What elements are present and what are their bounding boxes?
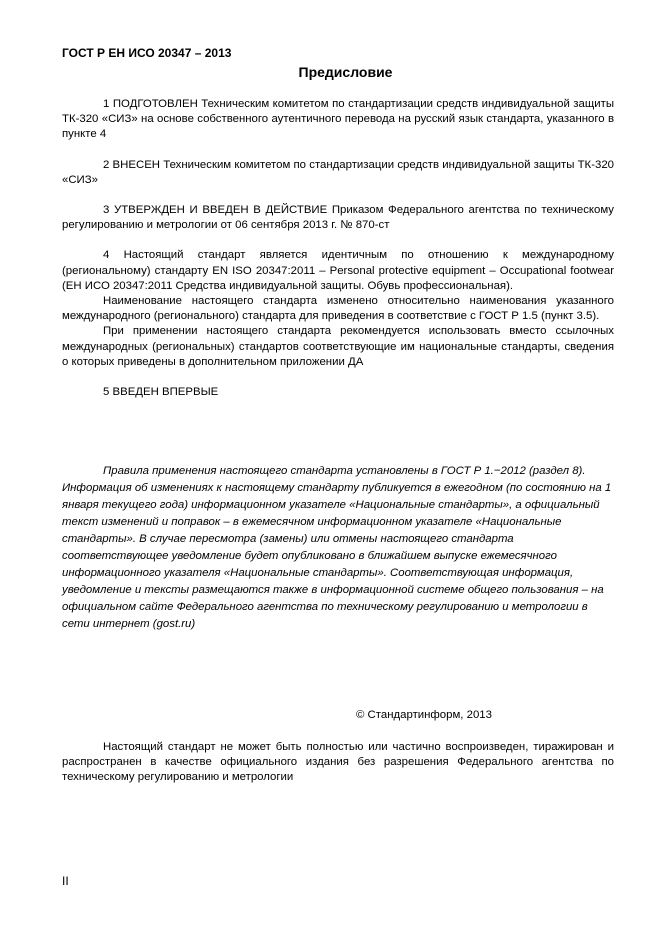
standard-code: ГОСТ Р ЕН ИСО 20347 – 2013 xyxy=(62,46,232,60)
page-title: Предисловие xyxy=(298,64,393,80)
page-number: II xyxy=(62,874,69,888)
italic-notice-text: Правила применения настоящего стандарта установлены в ГОСТ Р 1.−2012 (раздел 8). Информация об изменениях к настоящему стандарту публикуется в ежегодном (по состоянию на 1 января текущего года) информационном указателе «Национальные стандарты», а официальный текст изменений и поправок – в ежемесячном информационном указателе «Национальные стандарты». В случае пересмотра (замены) или отмены настоящего стандарта соответствующее уведомление будет опубликовано в ближайшем выпуске ежемесячного информационного указателя «Национальные стандарты». Соответствующая информация, уведомление и тексты размещаются также в информационной системе общего пользования – на официальном сайте Федерального агентства по техническому регулированию и метрологии в сети интернет (gost.ru) xyxy=(62,465,612,630)
paragraph-references: При применении настоящего стандарта рекомендуется использовать вместо ссылочных международных (региональных) стандартов соответствующие им национальные стандарты, сведения о которых приведены в дополнительном приложении ДА xyxy=(62,325,614,368)
paragraph-introduced: 2 ВНЕСЕН Техническим комитетом по стандартизации средств индивидуальной защиты ТК-320 «СИЗ» xyxy=(62,158,614,186)
paragraph-first-introduced: 5 ВВЕДЕН ВПЕРВЫЕ xyxy=(103,386,219,399)
paragraph-name-changed: Наименование настоящего стандарта изменено относительно наименования указанного международного (регионального) стандарта для приведения в соответствие с ГОСТ Р 1.5 (пункт 3.5). xyxy=(62,295,614,323)
paragraph-identical: 4 Настоящий стандарт является идентичным по отношению к международному (региональному) стандарту EN ISO 20347:2011 – Personal protective equipment – Occupational footwear (ЕН ИСО 20347:2011 Средства индивидуальной защиты. Обувь профессиональная). xyxy=(62,249,614,292)
application-rules-notice xyxy=(62,463,614,633)
copyright: © Стандартинформ, 2013 xyxy=(356,709,492,721)
reproduction-notice-text: Настоящий стандарт не может быть полностью или частично воспроизведен, тиражирован и распространен в качестве официального издания без разрешения Федерального агентства по техническому регулированию и метрологии xyxy=(62,741,614,784)
paragraph-approved: 3 УТВЕРЖДЕН И ВВЕДЕН В ДЕЙСТВИЕ Приказом Федерального агентства по техническому регулированию и метрологии от 06 сентября 2013 г. № 870-ст xyxy=(62,204,614,232)
foreword-body xyxy=(62,97,614,400)
paragraph-prepared: 1 ПОДГОТОВЛЕН Техническим комитетом по стандартизации средств индивидуальной защиты ТК-320 «СИЗ» на основе собственного аутентичного перевода на русский язык стандарта, указанного в пункте 4 xyxy=(62,98,614,141)
reproduction-notice xyxy=(62,740,614,786)
